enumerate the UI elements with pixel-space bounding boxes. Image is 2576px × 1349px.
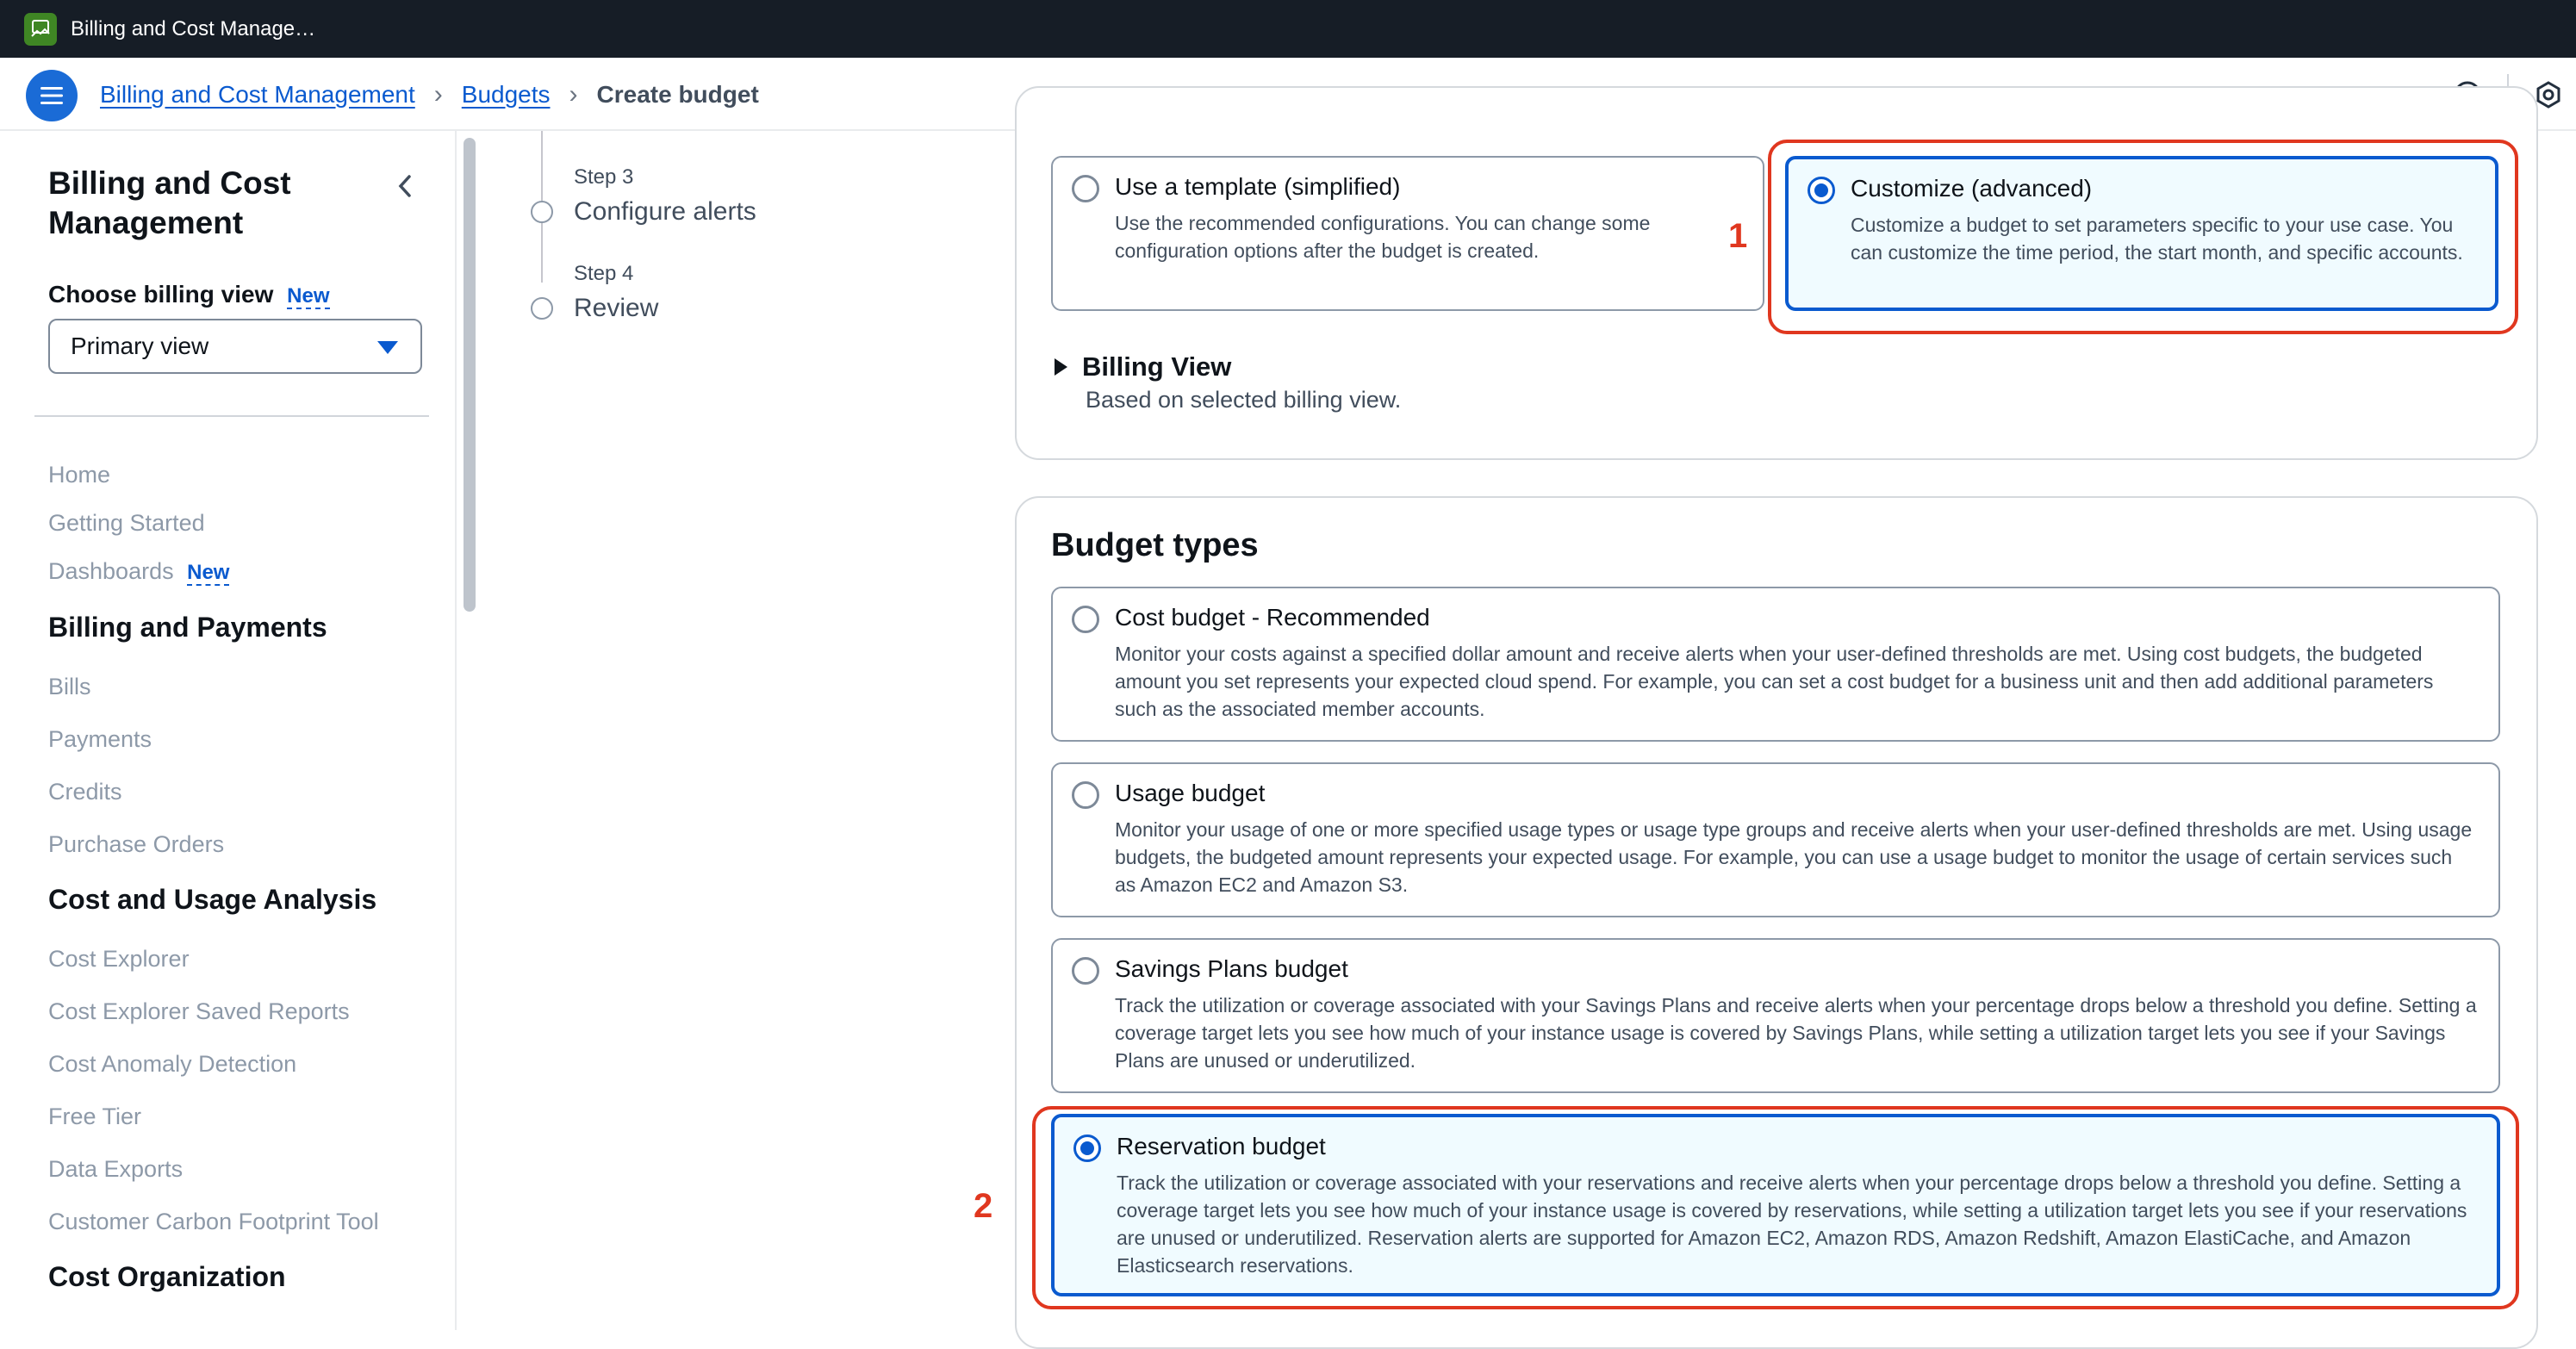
sidebar [0,131,457,1330]
nav-bills[interactable]: Bills [48,674,91,699]
customize-desc: Customize a budget to set parameters specific to your use case. You can customize the time period, the start month, and specific accounts. [1851,214,2463,264]
collapse-sidebar-button[interactable] [388,169,422,203]
nav-payments[interactable]: Payments [48,726,152,752]
step-3-name[interactable]: Configure alerts [574,197,756,226]
breadcrumb [100,58,759,131]
billing-view-label [48,281,330,308]
step-3-label: Step 3 [574,165,634,189]
cost-budget-option[interactable] [1051,587,2500,742]
cost-budget-title: Cost budget - Recommended [1115,604,1430,631]
usage-budget-option[interactable] [1051,762,2500,917]
cost-budget-radio[interactable] [1072,606,1099,633]
annotation-1: 1 [1728,217,1748,255]
reservation-budget-radio[interactable] [1073,1135,1101,1162]
divider [34,415,429,417]
reservation-budget-title: Reservation budget [1117,1133,1326,1159]
savings-plans-budget-option[interactable] [1051,938,2500,1093]
nav-dashboards-label: Dashboards [48,558,174,584]
hamburger-icon [39,85,65,106]
section-cost-organization: Cost Organization [48,1261,286,1292]
reservation-budget-desc: Track the utilization or coverage associated with your reservations and receive alerts when your percentage drops below a threshold you define. Setting a coverage target lets you see how much of your instance usage is covered by reservations, while setting a utilization target lets you see if your reservations are unused or underutilized. Reservation alerts are supported for Amazon EC2, Amazon RDS, Amazon Redshift, Amazon ElastiCache, and Amazon Elasticsearch reservations. [1117,1172,2467,1277]
top-bar [0,0,2576,58]
nav-credits[interactable]: Credits [48,779,122,805]
customize-option[interactable] [1785,156,2498,311]
step-4-label: Step 4 [574,262,634,285]
savings-plans-budget-desc: Track the utilization or coverage associated with your Savings Plans and receive alerts when your percentage drops below a threshold you define. Setting a coverage target lets you see how much of your instance usage is covered by Savings Plans, while setting a utilization target lets you see if your Savings Plans are unused or underutilized. [1115,994,2477,1072]
customize-title: Customize (advanced) [1851,175,2093,202]
template-radio[interactable] [1072,175,1099,202]
section-billing-payments: Billing and Payments [48,612,327,643]
usage-budget-desc: Monitor your usage of one or more specified usage types or usage type groups and receive alerts when your user-defined thresholds are met. Using usage budgets, the budgeted amount represents your expected usage. For example, you can use a usage budget to monitor the usage of certain services such as Amazon EC2 and Amazon S3. [1115,818,2473,896]
savings-plans-budget-title: Savings Plans budget [1115,955,1348,982]
step-4-name[interactable]: Review [574,294,659,322]
nav-saved-reports[interactable]: Cost Explorer Saved Reports [48,998,350,1024]
section-cost-usage: Cost and Usage Analysis [48,884,377,915]
billing-app-icon [24,13,57,46]
sidebar-scrollbar[interactable] [464,138,476,612]
breadcrumb-billing[interactable]: Billing and Cost Management [100,80,415,108]
savings-plans-budget-radio[interactable] [1072,957,1099,985]
nav-data-exports[interactable]: Data Exports [48,1156,184,1182]
nav-dashboards[interactable] [48,558,229,585]
breadcrumb-budgets[interactable]: Budgets [461,80,551,108]
annotation-2: 2 [974,1187,993,1225]
sidebar-title: Billing and Cost Management [48,165,291,240]
breadcrumb-current: Create budget [596,80,759,108]
billing-view-select[interactable] [48,319,422,374]
usage-budget-title: Usage budget [1115,780,1266,806]
step-3-circle [531,201,553,223]
nav-anomaly-detection[interactable]: Cost Anomaly Detection [48,1051,297,1077]
nav-home[interactable]: Home [48,462,111,488]
nav-purchase-orders[interactable]: Purchase Orders [48,831,225,857]
billing-view-value: Primary view [71,333,209,359]
caret-right-icon [1053,357,1068,376]
step-4-circle [531,297,553,320]
billing-view-title: Billing View [1082,351,1232,382]
billing-view-expander[interactable] [1053,351,1231,382]
menu-button[interactable] [26,70,78,121]
billing-view-desc: Based on selected billing view. [1086,387,1402,413]
template-desc: Use the recommended configurations. You can change some configuration options after the budget is created. [1115,212,1651,262]
chevron-right-icon: › [433,79,443,109]
customize-radio[interactable] [1808,177,1835,204]
usage-budget-radio[interactable] [1072,781,1099,809]
caret-down-icon [377,341,398,354]
template-option[interactable] [1051,156,1764,311]
chevron-left-icon [395,173,414,199]
nav-cost-explorer[interactable]: Cost Explorer [48,946,190,972]
browser-tab[interactable] [24,12,315,47]
template-title: Use a template (simplified) [1115,173,1401,200]
billing-view-label-text: Choose billing view [48,281,274,308]
nav-carbon-footprint[interactable]: Customer Carbon Footprint Tool [48,1209,379,1234]
chevron-right-icon: › [569,79,578,109]
new-badge[interactable]: New [287,284,330,308]
budget-types-heading: Budget types [1051,527,1259,563]
nav-free-tier[interactable]: Free Tier [48,1103,142,1129]
browser-tab-title: Billing and Cost Manage… [71,17,316,40]
nav-getting-started[interactable]: Getting Started [48,510,205,536]
cost-budget-desc: Monitor your costs against a specified dollar amount and receive alerts when your user-defined thresholds are met. Using cost budgets, the budgeted amount you set represents your expected cloud spend. For example, you can set a cost budget for a business unit and then add additional parameters such as the associated member accounts. [1115,643,2434,720]
reservation-budget-option[interactable] [1051,1114,2500,1296]
new-badge[interactable]: New [187,561,230,584]
